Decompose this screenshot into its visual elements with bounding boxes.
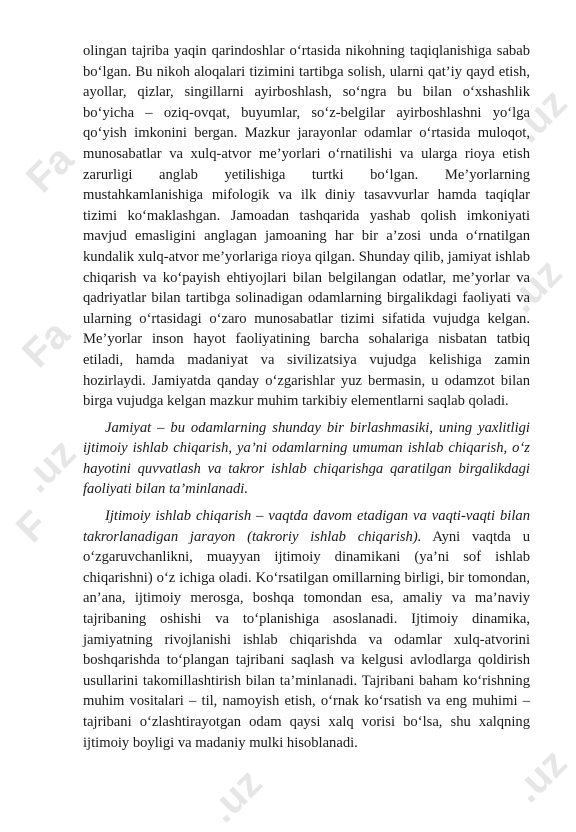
italic-definition: Ijtimoiy ishlab chiqarish – vaqtda davom etadigan va vaqti-vaqti bilan takrorlanadigan jarayon (takroriy ishlab chiqarish). <box>83 508 530 545</box>
watermark-fragment: .uz <box>500 250 571 322</box>
watermark-fragment: .uz <box>505 80 576 152</box>
body-paragraph: olingan tajriba yaqin qarindoshlar o‘rtasida nikohning taqiqlanishiga sabab bo‘lgan. Bu nikoh aloqalari tizimini tartibga solish, ularni qat’iy qayd etish, ayollar, qizlar, singillarni ayirboshlash, so‘ngra bu bilan o‘xshashlik bo‘yicha – oziq-ovqat, buyumlar, so‘z-belgilar ayirboshlashni yo‘lga qo‘yish imkonini bergan. Mazkur jarayonlar odamlar o‘rtasida muloqot, munosabatlar va xulq-atvor me’yorlari o‘rnatilishi va ularga rioya etish zarurligi anglab yetilishiga turtki bo‘lgan. Me’yorlarning mustahkamlanishiga mifologik va ilk diniy tasavvurlar hamda taqiqlar tizimi ko‘maklashgan. Jamoadan tashqarida yashab qolish imkoniyati mavjud emasligini anglagan jamoaning har bir a’zosi unda o‘rnatilgan kundalik xulq-atvor me’yorlariga rioya qilgan. Shunday qilib, jamiyat ishlab chiqarish va ko‘payish ehtiyojlari bilan belgilangan odatlar, me’yorlar va qadriyatlar bilan tartibga solinadigan odamlarning birgalikdagi faoliyati va ularning o‘rtasidagi o‘zaro munosabatlar tizimi sifatida vujudga kelgan. Me’yorlar inson hayot faoliyatining barcha sohalariga nisbatan tatbiq etiladi, hamda madaniyat va sivilizatsiya vujudga kelishiga zamin hozirlaydi. Jamiyatda qanday o‘zgarishlar yuz bermasin, u odamzot bilan birga vujudga kelgan mazkur muhim tarkibiy elementlarni saqlab qoladi. <box>83 43 530 410</box>
paragraph-text: Ayni vaqtda u o‘zgaruvchanlikni, muayyan ijtimoiy dinamikani (ya’ni sof ishlab chiqarishni) o‘z ichiga oladi. Ko‘rsatilgan omillarning birligi, bir tomondan, an’ana, ijtimoiy merosga, boshqa tomondan esa, amaliy va ma’naviy tajribaning oshishi va to‘planishiga asoslanadi. Ijtimoiy dinamika, jamiyatning rivojlanishi ishlab chiqarishda va odamlar xulq-atvorini boshqarishda to‘plangan tajribani saqlash va kelgusi avlodlarga qoldirish usullarini takomillashtirish bilan ta’minlanadi. Tajribani baham ko‘rishning muhim vositalari – til, namoyish etish, o‘rnak ko‘rsatish va eng muhimi – tajribani o‘zlashtirayotgan odam qaysi xalq vorisi bo‘lsa, shu xalqning ijtimoiy boyligi va madaniy mulki hisoblanadi. <box>83 528 531 751</box>
watermark-fragment: .uz <box>505 740 576 812</box>
watermark-fragment: F <box>8 502 57 552</box>
definition-paragraph: Jamiyat – bu odamlarning shunday bir birlashmasiki, uning yaxlitligi ijtimoiy ishlab chiqarish, ya’ni odamlarning umuman ishlab chiqarish, o‘z hayotini quvvatlash va takror ishlab chiqarishga qaratilgan birgalikdagi faoliyati bilan ta’minlanadi. <box>83 419 530 498</box>
watermark-fragment: Fa <box>14 311 79 377</box>
body-paragraph <box>83 506 530 753</box>
watermark-fragment: Fa <box>18 136 83 202</box>
watermark-fragment: .uz <box>14 430 85 502</box>
watermark-fragment: .uz <box>200 760 271 832</box>
document-page <box>83 41 530 753</box>
